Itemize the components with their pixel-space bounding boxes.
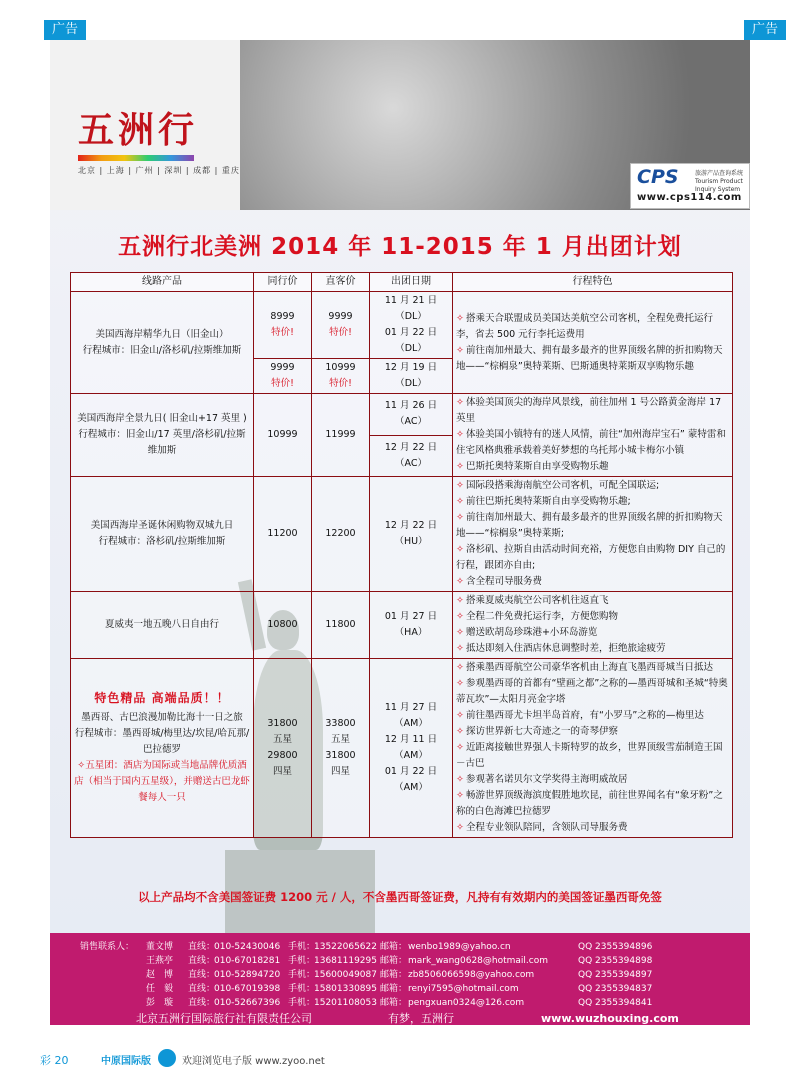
visa-note: 以上产品均不含美国签证费 1200 元 / 人，不含墨西哥签证费，凡持有有效期内的美国签证墨西哥免签 (138, 890, 662, 904)
trade-price: 9999 特价! (254, 359, 312, 394)
company-name: 北京五洲行国际旅行社有限责任公司 (136, 1012, 312, 1025)
advertisement-poster (50, 40, 750, 1025)
route-cities: 行程城市：旧金山/17 英里/洛杉矶/拉斯维加斯 (78, 429, 246, 456)
route-name: 美国西海岸精华九日（旧金山） (95, 328, 229, 340)
features-cell: ✧ 搭乘夏威夷航空公司客机往返直飞 ✧ 全程二件免费托运行李，方便您购物 ✧ 赠送欧胡岛珍珠港+小环岛游览 ✧ 抵达即刻入住酒店休息调整时差，拒绝旅途疲劳 (453, 592, 733, 659)
departure-date: 11 月 21 日 （DL） 01 月 22 日 （DL） (370, 292, 453, 359)
table-header-row (71, 273, 733, 292)
cps-subtitle: 旅游产品查询系统 Tourism Product Inquiry System (695, 170, 744, 193)
route-cell (71, 592, 254, 659)
retail-price: 10999 特价! (312, 359, 370, 394)
slogan: 有梦，五洲行 (388, 1012, 454, 1025)
features-cell: ✧ 搭乘墨西哥航空公司豪华客机由上海直飞墨西哥城当日抵达 ✧ 参观墨西哥的首都有“壁画之都”之称的—墨西哥城和圣城“特奥蒂瓦坎”—太阳月亮金字塔 ✧ 前往墨西哥尤卡坦半岛首府，有“小罗马”之称的—梅里达 ✧ 探访世界新七大奇迹之一的奇琴伊察 ✧ 近距离接触世界强人卡斯特罗的故乡，世界顶级雪茄制造王国－古巴 ✧ 参观著名诺贝尔文学奖得主海明威故居 ✧ 畅游世界顶级海滨度假胜地坎昆，前往世界闻名有“象牙粉”之称的白色海滩巴拉德罗 ✧ 全程专业领队陪同，含领队司导服务费 (453, 659, 733, 838)
star-hotel-note: ✧五星团：酒店为国际或当地品牌优质酒店（相当于国内五星级），并赠送古巴龙虾餐每人一只 (74, 760, 250, 803)
route-name: 夏威夷一地五晚八日自由行 (104, 619, 219, 630)
cps-url: www.cps114.com (637, 192, 742, 203)
features-cell: ✧ 搭乘天合联盟成员美国达美航空公司客机，全程免费托运行李，省去 500 元行李托运费用 ✧ 前往南加州最大、拥有最多最齐的世界顶级名牌的折扣购物天地——“棕榈泉”奥特莱斯、巴斯通奥特莱斯双享购物乐趣 (453, 292, 733, 394)
company-footer (50, 1012, 750, 1025)
ad-label-left: 广告 (44, 20, 86, 40)
retail-price: 11800 (312, 592, 370, 659)
trade-price: 10800 (254, 592, 312, 659)
retail-price: 33800 五星 31800 四星 (312, 659, 370, 838)
trade-price: 11200 (254, 477, 312, 592)
brand-cities: 北京 | 上海 | 广州 | 深圳 | 成都 | 重庆 (78, 166, 240, 175)
departure-date: 11 月 27 日 （AM） 12 月 11 日 （AM） 01 月 22 日 （AM） (370, 659, 453, 838)
departure-date: 12 月 22 日 （AC） (370, 435, 453, 477)
brand-color-bar (78, 155, 194, 161)
route-cell (71, 394, 254, 477)
table-row (71, 592, 733, 659)
highlight-tag: 特色精品 高端品质！！ (94, 691, 230, 705)
route-cell (71, 477, 254, 592)
route-name: 美国西海岸全景九日( 旧金山+17 英里 ) (77, 413, 247, 424)
trade-price: 10999 (254, 394, 312, 477)
trade-price: 8999 特价! (254, 292, 312, 359)
page-footer (0, 1048, 800, 1072)
departure-date: 11 月 26 日 （AC） (370, 394, 453, 436)
route-name: 墨西哥、古巴浪漫加勒比海十一日之旅 (81, 712, 243, 723)
publisher-logo-icon (158, 1049, 176, 1067)
retail-price: 12200 (312, 477, 370, 592)
table-row (71, 477, 733, 592)
cps-badge (630, 163, 750, 209)
table-row (71, 394, 733, 436)
retail-price: 11999 (312, 394, 370, 477)
table-row (71, 659, 733, 838)
route-cities: 行程城市：墨西哥城/梅里达/坎昆/哈瓦那/巴拉德罗 (74, 728, 250, 755)
contact-label: 销售联系人： (80, 942, 135, 952)
footer-text: 欢迎浏览电子版 www.zyoo.net (182, 1056, 325, 1067)
route-cities: 行程城市：旧金山/洛杉矶/拉斯维加斯 (82, 344, 242, 356)
hero-banner (50, 40, 750, 210)
header-departure-date: 出团日期 (370, 273, 453, 292)
header-route: 线路产品 (71, 273, 254, 292)
brand-name: 五洲行 (78, 109, 199, 151)
features-cell: ✧ 国际段搭乘海南航空公司客机，可配全国联运; ✧ 前往巴斯托奥特莱斯自由享受购物乐趣; ✧ 前往南加州最大、拥有最多最齐的世界顶级名牌的折扣购物天地——“棕榈泉”奥特莱斯; ✧ 洛杉矶、拉斯自由活动时间充裕，方便您自由购物 DIY 自己的行程，跟团亦自由; ✧ 含全程司导服务费 (453, 477, 733, 592)
header-retail-price: 直客价 (312, 273, 370, 292)
features-cell: ✧ 体验美国顶尖的海岸风景线，前往加州 1 号公路黄金海岸 17 英里 ✧ 体验美国小镇特有的迷人风情，前往“加州海岸宝石” 蒙特雷和住宅风格典雅承载着美好梦想的乌托邦小城卡梅尔小镇 ✧ 巴斯托奥特莱斯自由享受购物乐趣 (453, 394, 733, 477)
departure-date: 12 月 22 日 （HU） (370, 477, 453, 592)
brand-logo (78, 102, 240, 176)
route-cities: 行程城市：洛杉矶/拉斯维加斯 (98, 536, 226, 547)
route-cell (71, 659, 254, 838)
page-number: 彩 20 (40, 1054, 69, 1067)
departure-date: 01 月 27 日 （HA） (370, 592, 453, 659)
route-name: 美国西海岸圣诞休闲购物双城九日 (90, 520, 234, 531)
route-cell (71, 292, 254, 394)
header-features: 行程特色 (453, 273, 733, 292)
cps-logo: CPS (637, 166, 679, 188)
retail-price: 9999 特价! (312, 292, 370, 359)
contact-panel: 销售联系人： 董文博 直线： 010-52430046 手机： 13522065622 邮箱： wenbo1989@yahoo.cn QQ 2355394896 王燕亭 直线： 010-67018281 手机： 13681119295 邮箱： mark_wang0628@hotmail.com QQ 2355394898 赵 博 直线： 010-52894720 手机： 15600049087 邮箱： zb8506066598@yahoo.com QQ 2355394897 任 毅 直线： 010-67019398 手机： 15801330895 邮箱： renyi7595@hotmail.com QQ 2355394837 彭 璇 直线： 010-52667396 手机： 15201108053 邮箱： pengxuan0324@126.com QQ 2355394841 北京五洲行国际旅行社有限责任公司 有梦，五洲行 www.wuzhouxing.com (50, 933, 750, 1025)
edition-label: 中原国际版 (101, 1056, 151, 1067)
company-website: www.wuzhouxing.com (541, 1012, 679, 1025)
tour-schedule-table (70, 272, 733, 838)
ad-label-right: 广告 (744, 20, 786, 40)
trade-price: 31800 五星 29800 四星 (254, 659, 312, 838)
table-row (71, 292, 733, 359)
departure-date: 12 月 19 日 （DL） (370, 359, 453, 394)
page-title: 五洲行北美洲 2014 年 11-2015 年 1 月出团计划 (118, 234, 682, 260)
header-trade-price: 同行价 (254, 273, 312, 292)
